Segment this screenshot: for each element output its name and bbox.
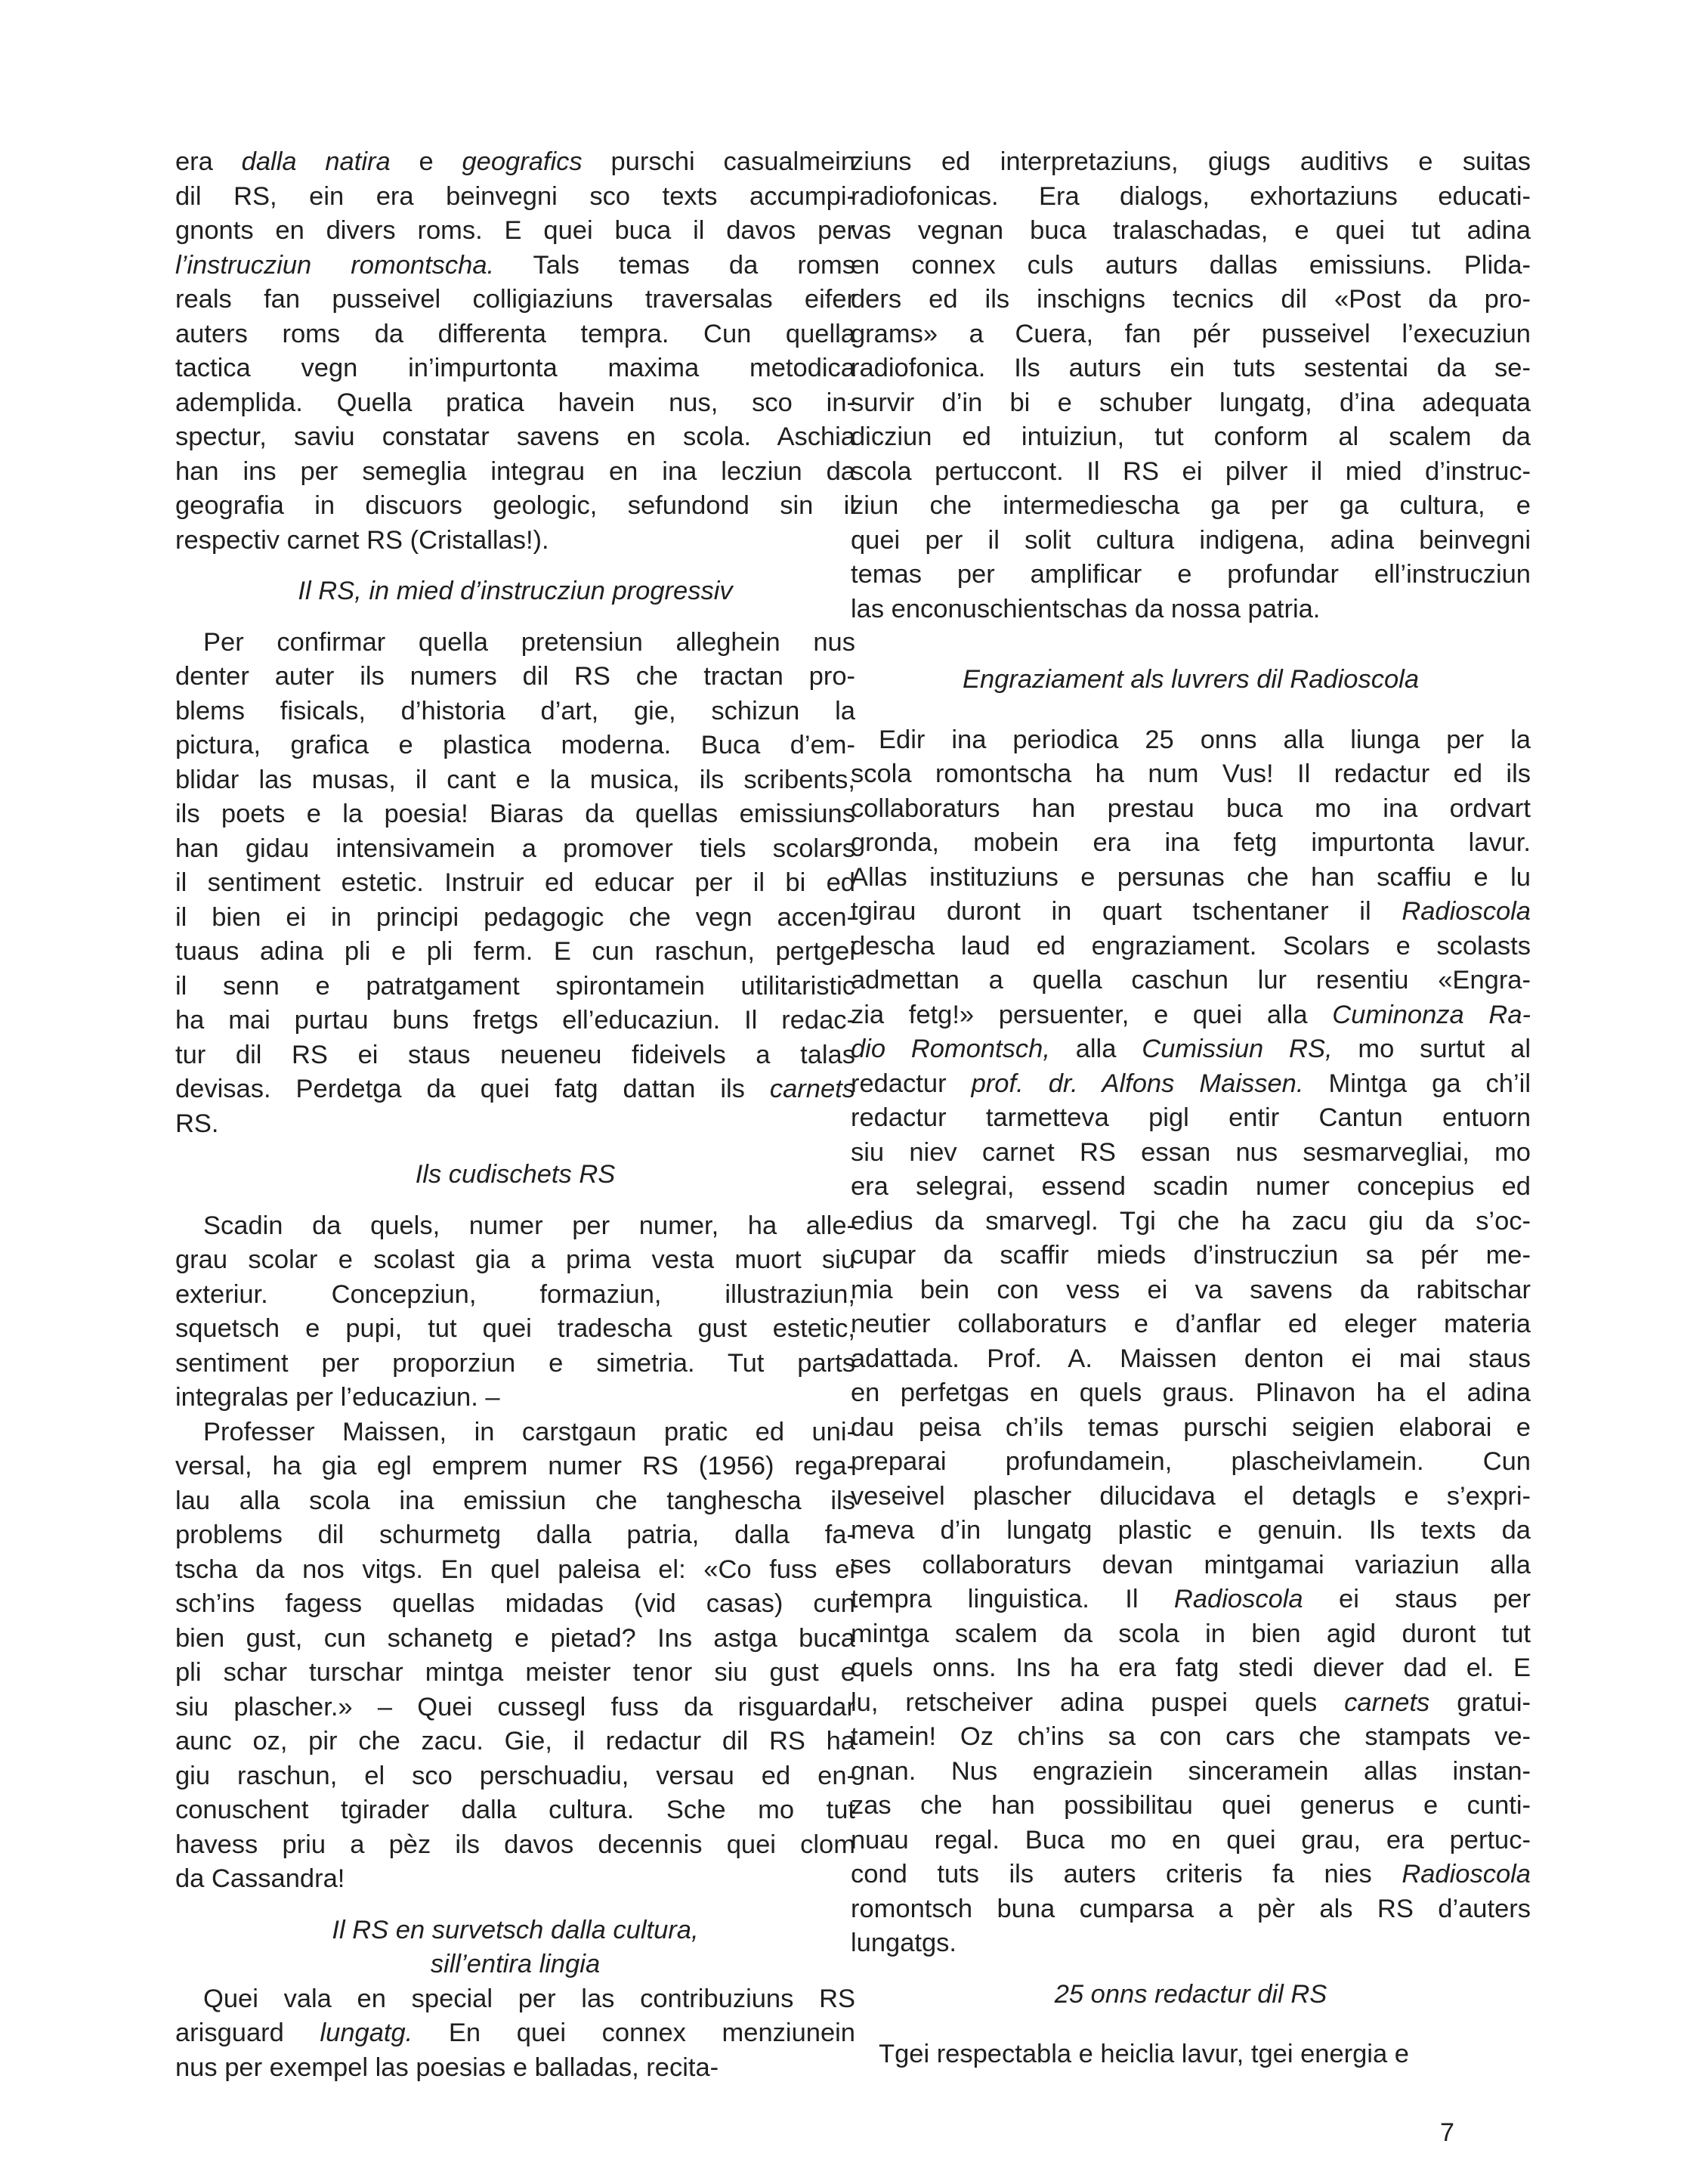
paragraph bbox=[851, 2037, 1531, 2072]
text-line: sch’ins fagess quellas midadas (vid casas) cun bbox=[175, 1589, 855, 1618]
text-line: gnonts en divers roms. E quei buca il davos per bbox=[175, 216, 855, 245]
text-line: da Cassandra! bbox=[175, 1864, 345, 1893]
text-line: reals fan pusseivel colligiaziuns traversalas eifer bbox=[175, 285, 855, 314]
text-line: ils poets e la poesia! Biaras da quellas emissiuns bbox=[175, 800, 855, 828]
text-line: zia fetg!» persuenter, e quei alla Cuminonza Ra- bbox=[851, 1000, 1531, 1029]
text-line: Per confirmar quella pretensiun alleghein nus bbox=[203, 627, 855, 657]
text-line: aunc oz, pir che zacu. Gie, il redactur dil RS ha bbox=[175, 1727, 855, 1756]
text-line: siu niev carnet RS essan nus sesmarvegliai, mo bbox=[851, 1137, 1531, 1167]
text-line: Professer Maissen, in carstgaun pratic ed uni- bbox=[203, 1417, 855, 1446]
text-line: scola pertuccont. Il RS ei pilver il mied d’instruc- bbox=[851, 456, 1531, 486]
text-line: conuschent tgirader dalla cultura. Sche mo tut bbox=[175, 1796, 855, 1824]
text-line: devisas. Perdetga da quei fatg dattan ils carnets bbox=[175, 1075, 855, 1103]
paragraph bbox=[175, 1415, 855, 1897]
text-line: neutier collaboraturs e d’anflar ed eleger materia bbox=[851, 1310, 1531, 1338]
right-column bbox=[851, 145, 1531, 2072]
text-line: Edir ina periodica 25 onns alla liunga per la bbox=[879, 725, 1531, 754]
text-line: nus per exempel las poesias e balladas, recita- bbox=[175, 2053, 719, 2082]
text-line: quei per il solit cultura indigena, adina beinvegni bbox=[851, 525, 1531, 555]
text-line: tur dil RS ei staus neueneu fideivels a talas bbox=[175, 1040, 855, 1069]
text-line: bien gust, cun schanetg e pietad? Ins astga buca bbox=[175, 1623, 855, 1653]
text-line: nuau regal. Buca mo en quei grau, era pertuc- bbox=[851, 1825, 1531, 1855]
text-line: integralas per l’educaziun. – bbox=[175, 1383, 500, 1412]
text-line: edius da smarvegl. Tgi che ha zacu giu da s’oc- bbox=[851, 1206, 1531, 1236]
text-line: scola romontscha ha num Vus! Il redactur ed ils bbox=[851, 759, 1531, 788]
text-line: dau peisa ch’ils temas purschi seigien elaborai e bbox=[851, 1412, 1531, 1442]
text-line: tactica vegn in’impurtonta maxima metodica bbox=[175, 354, 855, 382]
text-line: il bien ei in principi pedagogic che vegn accen- bbox=[175, 902, 855, 932]
text-line: era selegrai, essend scadin numer concepius ed bbox=[851, 1172, 1531, 1201]
section-heading: Ils cudischets RS bbox=[415, 1160, 616, 1189]
text-line: RS. bbox=[175, 1109, 219, 1138]
text-line: redactur tarmetteva pigl entir Cantun entuorn bbox=[851, 1103, 1531, 1132]
text-line: versal, ha gia egl emprem numer RS (1956) rega- bbox=[175, 1452, 855, 1480]
text-line: las enconuschientschas da nossa patria. bbox=[851, 594, 1321, 623]
text-line: auters roms da differenta tempra. Cun quella bbox=[175, 319, 855, 348]
text-line: ademplida. Quella pratica havein nus, sco in- bbox=[175, 388, 855, 417]
section-heading: Engraziament als luvrers dil Radioscola bbox=[962, 665, 1420, 694]
text-line: Scadin da quels, numer per numer, ha alle- bbox=[203, 1211, 855, 1240]
text-line: grams» a Cuera, fan pér pusseivel l’execuziun bbox=[851, 319, 1531, 348]
text-line: ders ed ils inschigns tecnics dil «Post da pro- bbox=[851, 285, 1531, 314]
text-line: mintga scalem da scola in bien agid duront tut bbox=[851, 1619, 1531, 1648]
text-line: squetsch e pupi, tut quei tradescha gust estetic, bbox=[175, 1314, 855, 1343]
page-number: 7 bbox=[1440, 2118, 1454, 2147]
text-line: ses collaboraturs devan mintgamai variaziun alla bbox=[851, 1550, 1531, 1579]
text-line: tscha da nos vitgs. En quel paleisa el: «Co fuss ei bbox=[175, 1554, 855, 1584]
text-line: survir d’in bi e schuber lungatg, d’ina adequata bbox=[851, 388, 1531, 417]
text-line: grau scolar e scolast gia a prima vesta muort siu bbox=[175, 1245, 855, 1274]
text-line: havess priu a pèz ils davos decennis quei clom bbox=[175, 1830, 855, 1859]
text-line: han gidau intensivamein a promover tiels scolars bbox=[175, 834, 855, 863]
text-line: lu, retscheiver adina puspei quels carnets gratui- bbox=[851, 1687, 1531, 1717]
text-line: han ins per semeglia integrau en ina lecziun da bbox=[175, 456, 855, 486]
text-line: gronda, mobein era ina fetg impurtonta lavur. bbox=[851, 828, 1531, 857]
text-line: radiofonica. Ils auturs ein tuts sestentai da se- bbox=[851, 354, 1531, 382]
paragraph bbox=[175, 626, 855, 1142]
text-line: ha mai purtau buns fretgs ell’educaziun. Il redac- bbox=[175, 1006, 855, 1035]
text-line: giu raschun, el sco perschuadiu, versau ed en- bbox=[175, 1761, 855, 1790]
text-line: geografia in discuors geologic, sefundond sin il bbox=[175, 491, 855, 520]
text-line: il senn e patratgament spirontamein utilitaristic bbox=[175, 971, 855, 1001]
text-line: adattada. Prof. A. Maissen denton ei mai staus bbox=[851, 1344, 1531, 1373]
paragraph bbox=[175, 1982, 855, 2086]
text-line: en connex culs auturs dallas emissiuns. Plida- bbox=[851, 250, 1531, 280]
text-line: en perfetgas en quels graus. Plinavon ha el adina bbox=[851, 1378, 1531, 1407]
text-line: dicziun ed intuiziun, tut conform al scalem da bbox=[851, 422, 1531, 451]
text-line: veseivel plascher dilucidava el detagls e s’expri- bbox=[851, 1481, 1531, 1511]
text-line: ziuns ed interpretaziuns, giugs auditivs e suitas bbox=[851, 147, 1531, 176]
paragraph bbox=[175, 1209, 855, 1415]
left-column bbox=[175, 145, 855, 2085]
text-line: temas per amplificar e profundar ell’instrucziun bbox=[851, 560, 1531, 589]
text-line: tuaus adina pli e pli ferm. E cun raschun, pertgei bbox=[175, 937, 855, 966]
text-line: lungatgs. bbox=[851, 1929, 957, 1957]
text-line: preparai profundamein, plascheivlamein. Cun bbox=[851, 1447, 1531, 1476]
text-line: admettan a quella caschun lur resentiu «Engra- bbox=[851, 966, 1531, 995]
text-line: zas che han possibilitau quei generus e cunti- bbox=[851, 1791, 1531, 1820]
text-line: arisguard lungatg. En quei connex menziunein bbox=[175, 2018, 855, 2047]
text-line: redactur prof. dr. Alfons Maissen. Mintga ga ch’il bbox=[851, 1069, 1531, 1098]
text-line: cupar da scaffir mieds d’instrucziun sa pér me- bbox=[851, 1241, 1531, 1270]
paragraph bbox=[851, 145, 1531, 626]
text-line: respectiv carnet RS (Cristallas!). bbox=[175, 525, 549, 555]
text-line: il sentiment estetic. Instruir ed educar per il bi ed bbox=[175, 868, 855, 897]
text-line: radiofonicas. Era dialogs, exhortaziuns educati- bbox=[851, 181, 1531, 211]
text-line: descha laud ed engraziament. Scolars e scolasts bbox=[851, 931, 1531, 961]
text-line: denter auter ils numers dil RS che tractan pro- bbox=[175, 662, 855, 691]
text-line: ziun che intermediescha ga per ga cultura, e bbox=[851, 491, 1531, 520]
paragraph bbox=[175, 145, 855, 558]
text-line: pli schar turschar mintga meister tenor siu gust e bbox=[175, 1658, 855, 1687]
text-line: Allas instituziuns e persunas che han scaffiu e lu bbox=[851, 862, 1531, 892]
text-line: vas vegnan buca tralaschadas, e quei tut adina bbox=[851, 216, 1531, 245]
text-line: blems fisicals, d’historia d’art, gie, schizun la bbox=[175, 696, 855, 725]
section-heading: 25 onns redactur dil RS bbox=[1054, 1979, 1327, 2009]
text-line: problems dil schurmetg dalla patria, dalla fa- bbox=[175, 1520, 855, 1549]
text-line: blidar las musas, il cant e la musica, ils scribents, bbox=[175, 765, 855, 794]
text-line: dil RS, ein era beinvegni sco texts accumpi- bbox=[175, 181, 855, 211]
text-line: tempra linguistica. Il Radioscola ei staus per bbox=[851, 1585, 1531, 1613]
text-line: gnan. Nus engraziein sinceramein allas instan- bbox=[851, 1756, 1531, 1786]
text-line: era dalla natira e geografics purschi casualmein bbox=[175, 147, 856, 176]
text-line: mia bein con vess ei va savens da rabitschar bbox=[851, 1275, 1531, 1304]
text-line: pictura, grafica e plastica moderna. Buca d’em- bbox=[175, 731, 855, 759]
text-line: tgirau duront in quart tschentaner il Radioscola bbox=[851, 897, 1531, 926]
text-line: siu plascher.» – Quei cussegl fuss da risguardar bbox=[175, 1692, 855, 1722]
text-line: exteriur. Concepziun, formaziun, illustraziun, bbox=[175, 1279, 855, 1309]
text-line: cond tuts ils auters criteris fa nies Radioscola bbox=[851, 1860, 1531, 1889]
text-line: spectur, saviu constatar savens en scola. Aschia bbox=[175, 422, 855, 451]
text-line: l’instrucziun romontscha. Tals temas da roms bbox=[175, 250, 855, 280]
text-line: Quei vala en special per las contribuziuns RS bbox=[203, 1984, 855, 2013]
text-line: tamein! Oz ch’ins sa con cars che stampats ve- bbox=[851, 1722, 1531, 1751]
text-line: lau alla scola ina emissiun che tanghescha ils bbox=[175, 1486, 855, 1515]
paragraph bbox=[851, 723, 1531, 1961]
text-line: romontsch buna cumparsa a pèr als RS d’auters bbox=[851, 1894, 1531, 1923]
section-heading: Il RS, in mied d’instrucziun progressiv bbox=[298, 577, 733, 605]
text-line: dio Romontsch, alla Cumissiun RS, mo surtut al bbox=[851, 1035, 1531, 1063]
text-line: Tgei respectabla e heiclia lavur, tgei energia e bbox=[879, 2040, 1409, 2068]
text-line: meva d’in lungatg plastic e genuin. Ils texts da bbox=[851, 1516, 1531, 1545]
section-heading: Il RS en survetsch dalla cultura, bbox=[332, 1915, 699, 1944]
text-line: quels onns. Ins ha era fatg stedi diever dad el. E bbox=[851, 1653, 1531, 1682]
section-heading: sill’entira lingia bbox=[430, 1950, 601, 1978]
text-line: sentiment per proporziun e simetria. Tut parts bbox=[175, 1348, 855, 1378]
text-line: collaboraturs han prestau buca mo ina ordvart bbox=[851, 793, 1531, 823]
